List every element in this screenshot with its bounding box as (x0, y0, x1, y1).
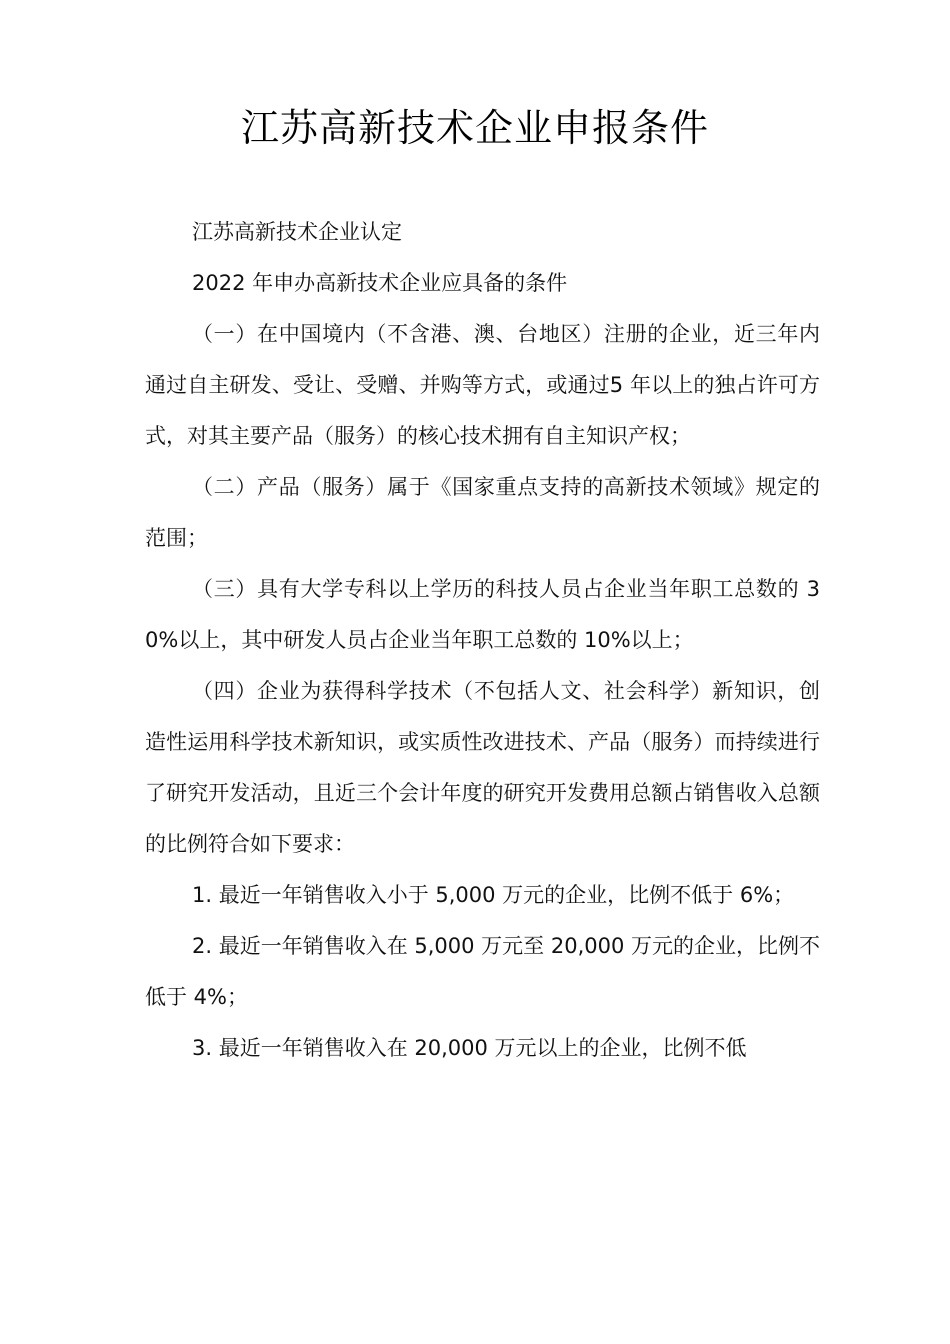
paragraph-item-3: 3. 最近一年销售收入在 20,000 万元以上的企业，比例不低 (192, 1036, 747, 1060)
paragraph-item-2: 2. 最近一年销售收入在 5,000 万元至 20,000 万元的企业，比例不低于 4%； (145, 934, 821, 1009)
paragraph-condition-1: （一）在中国境内（不含港、澳、台地区）注册的企业，近三年内通过自主研发、受让、受赠、并购等方式，或通过5 年以上的独占许可方式，对其主要产品（服务）的核心技术拥有自主知识产权； (145, 322, 820, 448)
paragraph-condition-3: （三）具有大学专科以上学历的科技人员占企业当年职工总数的 30%以上，其中研发人员占企业当年职工总数的 10%以上； (145, 577, 820, 652)
paragraph-item-1: 1. 最近一年销售收入小于 5,000 万元的企业，比例不低于 6%； (192, 883, 795, 907)
paragraph-condition-4: （四）企业为获得科学技术（不包括人文、社会科学）新知识，创造性运用科学技术新知识，或实质性改进技术、产品（服务）而持续进行了研究开发活动，且近三个会计年度的研究开发费用总额占销售收入总额的比例符合如下要求： (145, 679, 820, 856)
document-title: 江苏高新技术企业申报条件 (240, 106, 709, 150)
paragraph-subtitle: 江苏高新技术企业认定 (192, 220, 402, 244)
paragraph-condition-2: （二）产品（服务）属于《国家重点支持的高新技术领域》规定的范围； (145, 475, 820, 550)
paragraph-heading: 2022 年申办高新技术企业应具备的条件 (192, 271, 568, 295)
document-body (145, 207, 820, 1074)
